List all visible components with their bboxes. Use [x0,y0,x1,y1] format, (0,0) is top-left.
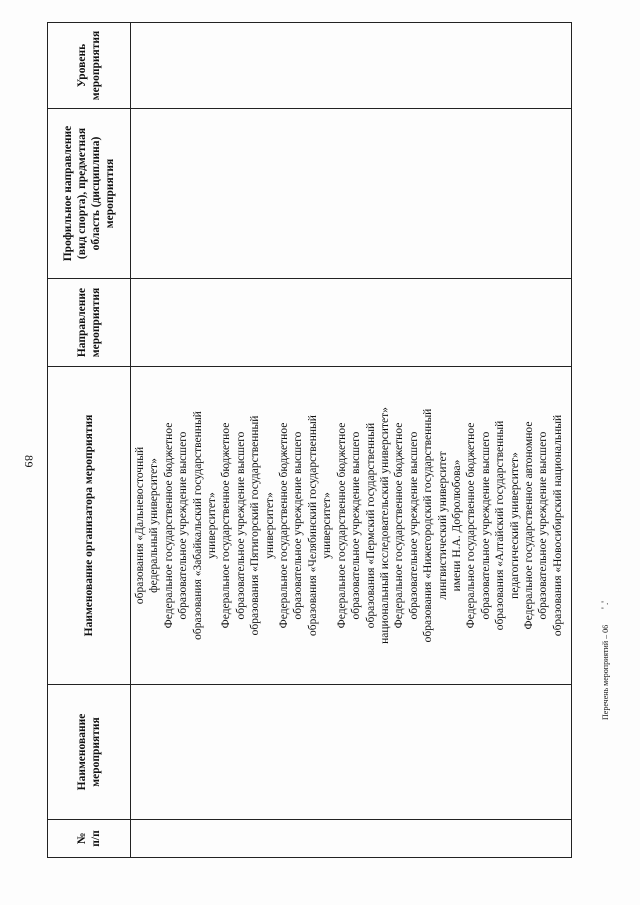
header-event-name: Наименование мероприятия [48,685,131,820]
organizer-line: Федеральное государственное бюджетное [465,422,478,629]
header-num: № п/п [48,820,131,858]
organizer-line: лингвистический университет [436,451,449,600]
organizer-line: университет» [263,492,276,559]
table-header-row [48,23,131,858]
organizer-line: имени Н.А. Добролюбова» [450,459,463,592]
cell-organizer [131,367,572,685]
cell-event-name [131,685,572,820]
header-profile: Профильное направление (вид спорта), предметная область (дисциплина) мероприятия [48,109,131,279]
organizer-line: образовательное учреждение высшего [292,431,305,620]
organizer-line: образовательное учреждение высшего [537,431,550,620]
organizer-line: Федеральное государственное бюджетное [278,422,291,629]
organizer-line: образовательное учреждение высшего [407,431,420,620]
organizer-line: Федеральное государственное бюджетное [220,422,233,629]
organizer-line: Федеральное государственное бюджетное [335,422,348,629]
organizer-line: образования «Челябинский государственный [306,415,319,636]
table-row [131,23,572,858]
organizer-line: образовательное учреждение высшего [234,431,247,620]
organizer-line: образования «Нижегородский государственный [422,408,435,643]
cell-num [131,820,572,858]
page-footer [600,540,610,720]
organizer-line: федеральный университет» [148,458,161,593]
events-table [47,22,572,858]
organizer-line: образовательное учреждение высшего [479,431,492,620]
cell-direction [131,279,572,367]
header-organizer: Наименование организатора мероприятия [48,367,131,685]
organizer-line: образования «Пермский государственный [364,422,377,629]
cell-profile [131,109,572,279]
cell-level [131,23,572,109]
footer-text: Перечень мероприятий – 06 [601,624,610,720]
organizer-line: образования «Пятигорский государственный [249,415,262,636]
header-level: Уровень мероприятия [48,23,131,109]
organizer-line: Федеральное государственное бюджетное [162,422,175,629]
organizer-line: образовательное учреждение высшего [350,431,363,620]
organizer-line: образования «Алтайский государственный [494,420,507,631]
footer-mark: ' .' [600,601,610,609]
organizer-line: образования «Забайкальский государственный [191,411,204,640]
organizer-line: Федеральное государственное бюджетное [393,422,406,629]
organizer-line: национальный исследовательский университет» [378,407,391,644]
organizer-line: образования «Дальневосточный [134,446,146,605]
rotated-table-wrapper [47,23,572,858]
organizer-line: Федеральное государственное автономное [522,421,535,630]
page-number: 89 [22,455,36,468]
organizer-line: педагогический университет» [508,452,521,599]
organizer-line: университет» [206,492,219,559]
organizer-line: образовательное учреждение высшего [177,431,190,620]
organizer-line: образования «Новосибирский национальный [551,414,564,637]
organizer-line: университет» [321,492,334,559]
header-direction: Направление мероприятия [48,279,131,367]
